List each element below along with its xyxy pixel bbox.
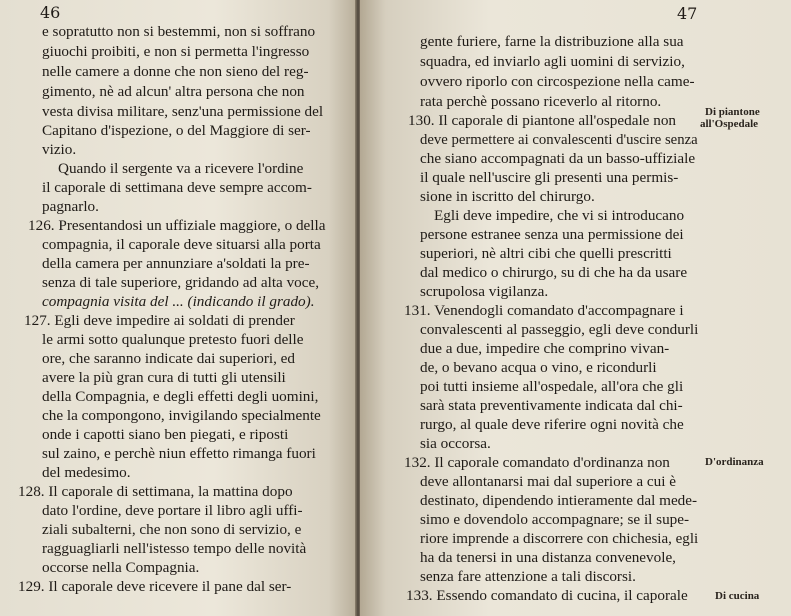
text-line: 130. Il caporale di piantone all'ospedale non bbox=[408, 112, 677, 129]
page-number: 47 bbox=[677, 4, 698, 23]
text-line: due a due, impedire che comprino vivan- bbox=[420, 340, 670, 357]
text-line: convalescenti al passeggio, egli deve condurli bbox=[420, 321, 699, 338]
text-line: 129. Il caporale deve ricevere il pane dal ser- bbox=[18, 578, 292, 595]
text-line: persone estranee senza una permissione dei bbox=[420, 226, 684, 243]
text-line: che la compongono, invigilando specialmente bbox=[42, 407, 321, 424]
text-line: della Compagnia, e degli effetti degli uomini, bbox=[42, 388, 319, 405]
text-line: ziali subalterni, che non sono di servizio, e bbox=[42, 521, 302, 538]
margin-note: all'Ospedale bbox=[700, 118, 759, 130]
text-line: gimento, nè ad alcun' altra persona che non bbox=[42, 83, 305, 100]
text-line: e sopratutto non si bestemmi, non si soffrano bbox=[42, 23, 316, 40]
text-line: Capitano d'ispezione, o del Maggiore di ser- bbox=[42, 122, 311, 139]
text-line: 127. Egli deve impedire ai soldati di prender bbox=[24, 312, 295, 329]
text-line: nelle camere a donne che non sieno del reg- bbox=[42, 63, 309, 80]
text-line: squadra, ed inviarlo agli uomini di servizio, bbox=[420, 53, 685, 70]
margin-note: D'ordinanza bbox=[705, 456, 764, 468]
text-line: compagnia visita del ... (indicando il grado). bbox=[42, 293, 315, 310]
text-line: sione in iscritto del chirurgo. bbox=[420, 188, 595, 205]
text-line: 132. Il caporale comandato d'ordinanza non bbox=[404, 454, 670, 471]
text-line: 128. Il caporale di settimana, la mattina dopo bbox=[18, 483, 293, 500]
text-line: superiori, nè altri cibi che quelli prescritti bbox=[420, 245, 672, 262]
text-line: rurgo, al quale deve riferire ogni novità che bbox=[420, 416, 684, 433]
text-line: 133. Essendo comandato di cucina, il caporale bbox=[406, 587, 688, 604]
text-line: sarà stata preventivamente indicata dal chi- bbox=[420, 397, 683, 414]
text-line: riore imprende a discorrere con chichesia, egli bbox=[420, 530, 699, 547]
margin-note: Di cucina bbox=[715, 590, 760, 602]
text-line: gente furiere, farne la distribuzione alla sua bbox=[420, 33, 684, 50]
text-line: del medesimo. bbox=[42, 464, 131, 481]
text-line: poi tutti insieme all'ospedale, all'ora che gli bbox=[420, 378, 684, 395]
text-line: giuochi proibiti, e non si permetta l'ingresso bbox=[42, 43, 310, 60]
text-line: della camera per annunziare a'soldati la pre- bbox=[42, 255, 310, 272]
page-number: 46 bbox=[40, 3, 61, 22]
text-line: Quando il sergente va a ricevere l'ordine bbox=[58, 160, 304, 177]
text-line: dato l'ordine, deve portare il libro agli uffi- bbox=[42, 502, 303, 519]
text-line: 131. Venendogli comandato d'accompagnare i bbox=[404, 302, 684, 319]
text-line: compagnia, il caporale deve situarsi alla porta bbox=[42, 236, 321, 253]
text-line: occorse nella Compagnia. bbox=[42, 559, 200, 576]
text-line: rata perchè possano riceverlo al ritorno. bbox=[420, 93, 662, 110]
margin-note: Di piantone bbox=[705, 106, 760, 118]
text-line: Egli deve impedire, che vi si introducano bbox=[434, 207, 685, 224]
text-line: vizio. bbox=[42, 141, 77, 158]
text-line: ragguagliarli nell'istesso tempo delle novità bbox=[42, 540, 307, 557]
text-line: il quale nell'uscire gli presenti una permis- bbox=[420, 169, 679, 186]
text-line: pagnarlo. bbox=[42, 198, 99, 215]
text-line: il caporale di settimana deve sempre accom- bbox=[42, 179, 312, 196]
text-line: sul zaino, e perchè niun effetto rimanga fuori bbox=[42, 445, 316, 462]
text-line: senza fare attenzione a tali discorsi. bbox=[420, 568, 636, 585]
text-line: ovvero riporlo con circospezione nella came- bbox=[420, 73, 695, 90]
left-page bbox=[0, 0, 357, 616]
text-line: sia occorsa. bbox=[420, 435, 491, 452]
text-line: deve allontanarsi mai dal superiore a cui è bbox=[420, 473, 676, 490]
text-line: ha da tenersi in una distanza convenevole, bbox=[420, 549, 676, 566]
text-line: scrupolosa vigilanza. bbox=[420, 283, 549, 300]
text-line: destinato, dipendendo intieramente dal mede- bbox=[420, 492, 698, 509]
text-line: dal medico o chirurgo, su di che ha da usare bbox=[420, 264, 688, 281]
text-line: de, o bevano acqua o vino, e ricondurli bbox=[420, 359, 657, 376]
text-line: onde i capotti siano ben piegati, e riposti bbox=[42, 426, 289, 443]
text-line: simo e dovendolo accompagnare; se il supe- bbox=[420, 511, 690, 528]
text-line: ore, che saranno indicate dai superiori, ed bbox=[42, 350, 296, 367]
text-line: le armi sotto qualunque pretesto fuori delle bbox=[42, 331, 304, 348]
text-line: vesta divisa militare, senz'una permissione del bbox=[42, 103, 324, 120]
text-line: 126. Presentandosi un uffiziale maggiore, o della bbox=[28, 217, 326, 234]
text-line: deve permettere ai convalescenti d'uscire senza bbox=[420, 131, 698, 148]
text-line: senza di tale superiore, gridando ad alta voce, bbox=[42, 274, 320, 291]
text-line: avere la più gran cura di tutti gli utensili bbox=[42, 369, 286, 386]
text-line: che siano accompagnati da un basso-uffiziale bbox=[420, 150, 696, 167]
